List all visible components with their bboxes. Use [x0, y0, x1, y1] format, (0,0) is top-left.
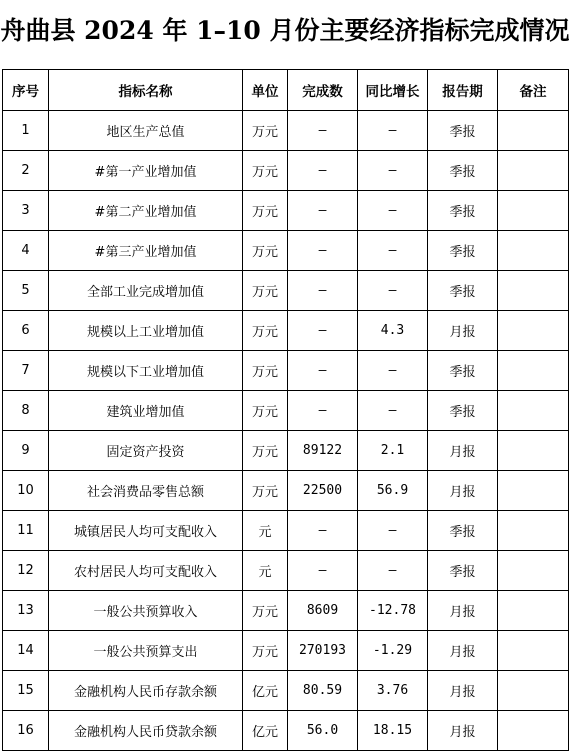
cell-name: 社会消费品零售总额 — [49, 471, 243, 511]
cell-value: 89122 — [288, 431, 358, 471]
cell-unit: 万元 — [243, 631, 288, 671]
cell-seq: 12 — [3, 551, 49, 591]
cell-unit: 万元 — [243, 231, 288, 271]
header-note: 备注 — [498, 70, 569, 111]
cell-growth: – — [358, 231, 428, 271]
cell-period: 季报 — [428, 191, 498, 231]
cell-period: 季报 — [428, 111, 498, 151]
cell-seq: 5 — [3, 271, 49, 311]
cell-growth: – — [358, 351, 428, 391]
cell-period: 季报 — [428, 511, 498, 551]
cell-seq: 13 — [3, 591, 49, 631]
cell-note — [498, 271, 569, 311]
cell-growth: – — [358, 391, 428, 431]
cell-seq: 14 — [3, 631, 49, 671]
cell-period: 季报 — [428, 351, 498, 391]
cell-growth: – — [358, 111, 428, 151]
cell-period: 月报 — [428, 671, 498, 711]
cell-seq: 10 — [3, 471, 49, 511]
header-unit: 单位 — [243, 70, 288, 111]
cell-name: 全部工业完成增加值 — [49, 271, 243, 311]
cell-note — [498, 231, 569, 271]
cell-value: 22500 — [288, 471, 358, 511]
cell-unit: 万元 — [243, 271, 288, 311]
cell-seq: 8 — [3, 391, 49, 431]
cell-unit: 万元 — [243, 591, 288, 631]
cell-unit: 元 — [243, 511, 288, 551]
cell-name: 一般公共预算支出 — [49, 631, 243, 671]
cell-unit: 万元 — [243, 311, 288, 351]
cell-unit: 亿元 — [243, 711, 288, 751]
cell-growth: – — [358, 551, 428, 591]
cell-unit: 万元 — [243, 431, 288, 471]
cell-name: 规模以上工业增加值 — [49, 311, 243, 351]
cell-value: 270193 — [288, 631, 358, 671]
table-row — [3, 111, 569, 151]
header-period: 报告期 — [428, 70, 498, 111]
cell-note — [498, 431, 569, 471]
cell-name: 一般公共预算收入 — [49, 591, 243, 631]
cell-seq: 16 — [3, 711, 49, 751]
cell-seq: 9 — [3, 431, 49, 471]
cell-period: 月报 — [428, 431, 498, 471]
cell-period: 月报 — [428, 471, 498, 511]
table-row — [3, 431, 569, 471]
cell-unit: 亿元 — [243, 671, 288, 711]
cell-note — [498, 111, 569, 151]
table-row — [3, 151, 569, 191]
cell-note — [498, 191, 569, 231]
cell-name: 金融机构人民币存款余额 — [49, 671, 243, 711]
table-row — [3, 591, 569, 631]
cell-unit: 万元 — [243, 191, 288, 231]
header-row — [3, 70, 569, 111]
cell-period: 月报 — [428, 311, 498, 351]
cell-growth: 4.3 — [358, 311, 428, 351]
cell-unit: 万元 — [243, 471, 288, 511]
cell-value: – — [288, 191, 358, 231]
header-name: 指标名称 — [49, 70, 243, 111]
table-row — [3, 471, 569, 511]
table-row — [3, 231, 569, 271]
table-row — [3, 711, 569, 751]
indicators-table — [2, 69, 569, 751]
cell-period: 季报 — [428, 151, 498, 191]
table-row — [3, 271, 569, 311]
cell-seq: 11 — [3, 511, 49, 551]
table-row — [3, 551, 569, 591]
cell-unit: 万元 — [243, 111, 288, 151]
table-row — [3, 671, 569, 711]
cell-note — [498, 711, 569, 751]
cell-name: 规模以下工业增加值 — [49, 351, 243, 391]
cell-growth: -12.78 — [358, 591, 428, 631]
cell-growth: 56.9 — [358, 471, 428, 511]
cell-name: 建筑业增加值 — [49, 391, 243, 431]
cell-period: 月报 — [428, 631, 498, 671]
cell-value: 8609 — [288, 591, 358, 631]
cell-value: – — [288, 311, 358, 351]
cell-name: 金融机构人民币贷款余额 — [49, 711, 243, 751]
cell-period: 季报 — [428, 391, 498, 431]
cell-unit: 万元 — [243, 351, 288, 391]
cell-note — [498, 471, 569, 511]
cell-growth: 3.76 — [358, 671, 428, 711]
cell-seq: 6 — [3, 311, 49, 351]
cell-name: #第三产业增加值 — [49, 231, 243, 271]
cell-growth: – — [358, 191, 428, 231]
table-row — [3, 351, 569, 391]
cell-value: – — [288, 351, 358, 391]
cell-unit: 万元 — [243, 151, 288, 191]
cell-seq: 4 — [3, 231, 49, 271]
cell-value: – — [288, 511, 358, 551]
cell-name: 固定资产投资 — [49, 431, 243, 471]
cell-name: #第二产业增加值 — [49, 191, 243, 231]
table-row — [3, 631, 569, 671]
cell-value: 80.59 — [288, 671, 358, 711]
table-row — [3, 191, 569, 231]
cell-growth: – — [358, 271, 428, 311]
cell-note — [498, 591, 569, 631]
cell-seq: 3 — [3, 191, 49, 231]
cell-period: 月报 — [428, 591, 498, 631]
cell-growth: – — [358, 511, 428, 551]
cell-note — [498, 151, 569, 191]
cell-name: 城镇居民人均可支配收入 — [49, 511, 243, 551]
page-title: 舟曲县 2024 年 1–10 月份主要经济指标完成情况 — [0, 16, 570, 45]
header-value: 完成数 — [288, 70, 358, 111]
cell-seq: 2 — [3, 151, 49, 191]
cell-unit: 万元 — [243, 391, 288, 431]
cell-name: 地区生产总值 — [49, 111, 243, 151]
header-growth: 同比增长 — [358, 70, 428, 111]
cell-growth: -1.29 — [358, 631, 428, 671]
cell-period: 月报 — [428, 711, 498, 751]
cell-seq: 1 — [3, 111, 49, 151]
cell-value: 56.0 — [288, 711, 358, 751]
table-row — [3, 391, 569, 431]
table-row — [3, 311, 569, 351]
cell-value: – — [288, 271, 358, 311]
cell-note — [498, 671, 569, 711]
cell-note — [498, 551, 569, 591]
cell-value: – — [288, 111, 358, 151]
cell-period: 季报 — [428, 271, 498, 311]
cell-growth: 18.15 — [358, 711, 428, 751]
header-seq: 序号 — [3, 70, 49, 111]
cell-name: 农村居民人均可支配收入 — [49, 551, 243, 591]
cell-unit: 元 — [243, 551, 288, 591]
cell-growth: – — [358, 151, 428, 191]
cell-note — [498, 311, 569, 351]
table-row — [3, 511, 569, 551]
cell-note — [498, 511, 569, 551]
cell-period: 季报 — [428, 231, 498, 271]
cell-note — [498, 391, 569, 431]
cell-name: #第一产业增加值 — [49, 151, 243, 191]
cell-value: – — [288, 151, 358, 191]
cell-note — [498, 631, 569, 671]
cell-period: 季报 — [428, 551, 498, 591]
cell-value: – — [288, 391, 358, 431]
cell-seq: 7 — [3, 351, 49, 391]
cell-value: – — [288, 231, 358, 271]
cell-growth: 2.1 — [358, 431, 428, 471]
cell-seq: 15 — [3, 671, 49, 711]
cell-note — [498, 351, 569, 391]
cell-value: – — [288, 551, 358, 591]
